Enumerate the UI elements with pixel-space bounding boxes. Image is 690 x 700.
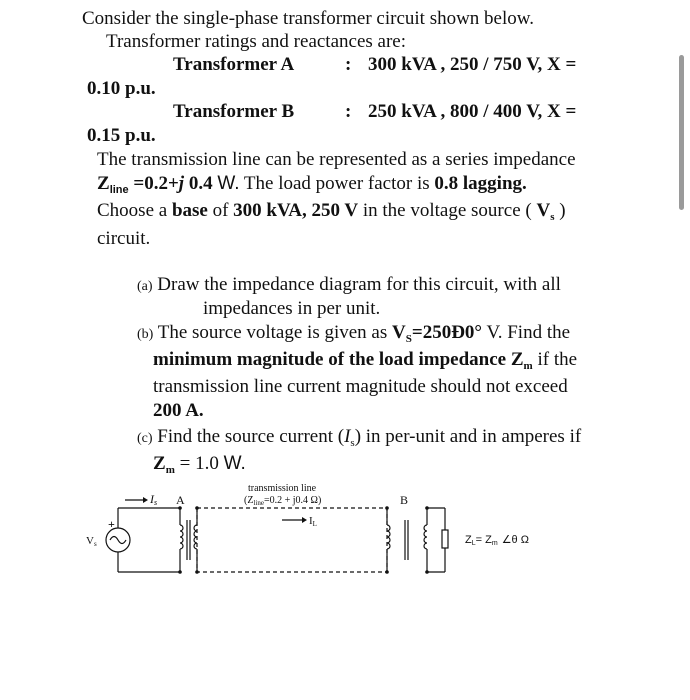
il-label: IL (309, 515, 317, 528)
base-word: base (171, 200, 208, 221)
part-b-vs-sub: S (405, 333, 412, 345)
part-a-label: (a) (137, 279, 153, 294)
part-b-line-1 (137, 321, 570, 351)
part-b-text-post: V. Find the (486, 322, 571, 343)
transformer-a-colon: : (345, 54, 352, 75)
il-arrow-head (302, 517, 307, 523)
choose-word: Choose a (97, 200, 168, 221)
transformer-b-ratings: 250 kVA , 800 / 400 V, X = (368, 101, 577, 122)
transformer-b-colon: : (345, 101, 352, 122)
load-impedance-box (442, 530, 448, 548)
node-b-label: B (400, 493, 409, 507)
line-desc-3 (97, 199, 566, 229)
transformer-a-ratings: 300 kVA , 250 / 750 V, X = (368, 54, 577, 75)
part-b-vs-symbol: V (392, 322, 406, 343)
close-paren: ) (559, 200, 566, 221)
base-value: 300 kVA, 250 V (233, 200, 359, 221)
is-arrow-head (143, 497, 148, 503)
part-c-zm-symbol: Z (153, 453, 166, 474)
part-a-line-2: impedances in per unit. (203, 298, 381, 319)
intro-line-1: Consider the single-phase transformer circuit shown below. (82, 8, 535, 29)
part-b-line-3: transmission line current magnitude should not exceed (153, 376, 568, 397)
in-source-text: in the voltage source ( (362, 200, 532, 221)
z-line-subscript: line (109, 184, 129, 196)
circuit-diagram (0, 470, 690, 600)
is-label: Is (150, 492, 158, 507)
part-b-line-4: 200 A. (153, 400, 204, 421)
transmission-line-box (197, 508, 387, 572)
load-label: ZL= Zm ∠θ Ω (465, 534, 529, 547)
line-desc-2 (97, 172, 527, 202)
z-line-value-post: 0.4 (188, 173, 213, 194)
part-c-is-symbol: I (344, 426, 351, 447)
part-c-line-1 (137, 425, 581, 455)
line-impedance: ($Z_{line}=0.2 + j0.4$ Ω) (244, 495, 322, 507)
part-b-bold-text: minimum magnitude of the load impedance (153, 349, 507, 370)
part-c-label: (c) (137, 431, 153, 446)
scrollbar[interactable] (679, 55, 684, 210)
line-desc-1: The transmission line can be represented as a series impedance (97, 149, 576, 170)
vs-subscript: s (550, 211, 555, 223)
part-c-ohm: W. (223, 453, 246, 474)
transformer-b-reactance: 0.15 p.u. (87, 125, 156, 146)
part-c-text-post: ) in per-unit and in amperes if (354, 426, 582, 447)
part-c-is-sub: s (350, 437, 355, 449)
z-line-j: j (178, 173, 185, 194)
transformer-a-label: Transformer A (173, 54, 295, 75)
z-line-symbol: Z (97, 173, 110, 194)
line-title: transmission line (248, 483, 317, 494)
part-b-line-2 (153, 348, 577, 378)
pf-value: 0.8 lagging. (434, 173, 527, 194)
of-word: of (212, 200, 229, 221)
node-a-label: A (176, 493, 185, 507)
part-b-zm-sub: m (523, 360, 533, 372)
part-c-zm-sub: m (165, 464, 175, 476)
transformer-b-label: Transformer B (173, 101, 295, 122)
voltage-source-sine (110, 537, 126, 544)
z-line-ohm: W. (217, 173, 240, 194)
part-a-line-1 (137, 273, 561, 298)
part-a-text-1: Draw the impedance diagram for this circuit, with all (157, 274, 561, 295)
part-b-zm-symbol: Z (510, 349, 524, 370)
vs-symbol: V (536, 200, 551, 221)
pf-text: The load power factor is (243, 173, 430, 194)
part-c-zm-value: = 1.0 (179, 453, 219, 474)
part-b-label: (b) (137, 327, 154, 342)
z-line-value-pre: =0.2+ (133, 173, 179, 194)
plus-sign: + (108, 517, 115, 531)
vs-label: Vs (86, 535, 97, 548)
part-b-text-pre: The source voltage is given as (157, 322, 388, 343)
part-b-vs-value: =250Ð0° (411, 322, 483, 343)
intro-line-2: Transformer ratings and reactances are: (106, 31, 407, 52)
line-desc-4: circuit. (97, 228, 151, 249)
transformer-a-reactance: 0.10 p.u. (87, 78, 156, 99)
part-b-text2-post: if the (537, 349, 578, 370)
part-c-text-pre: Find the source current ( (157, 426, 345, 447)
